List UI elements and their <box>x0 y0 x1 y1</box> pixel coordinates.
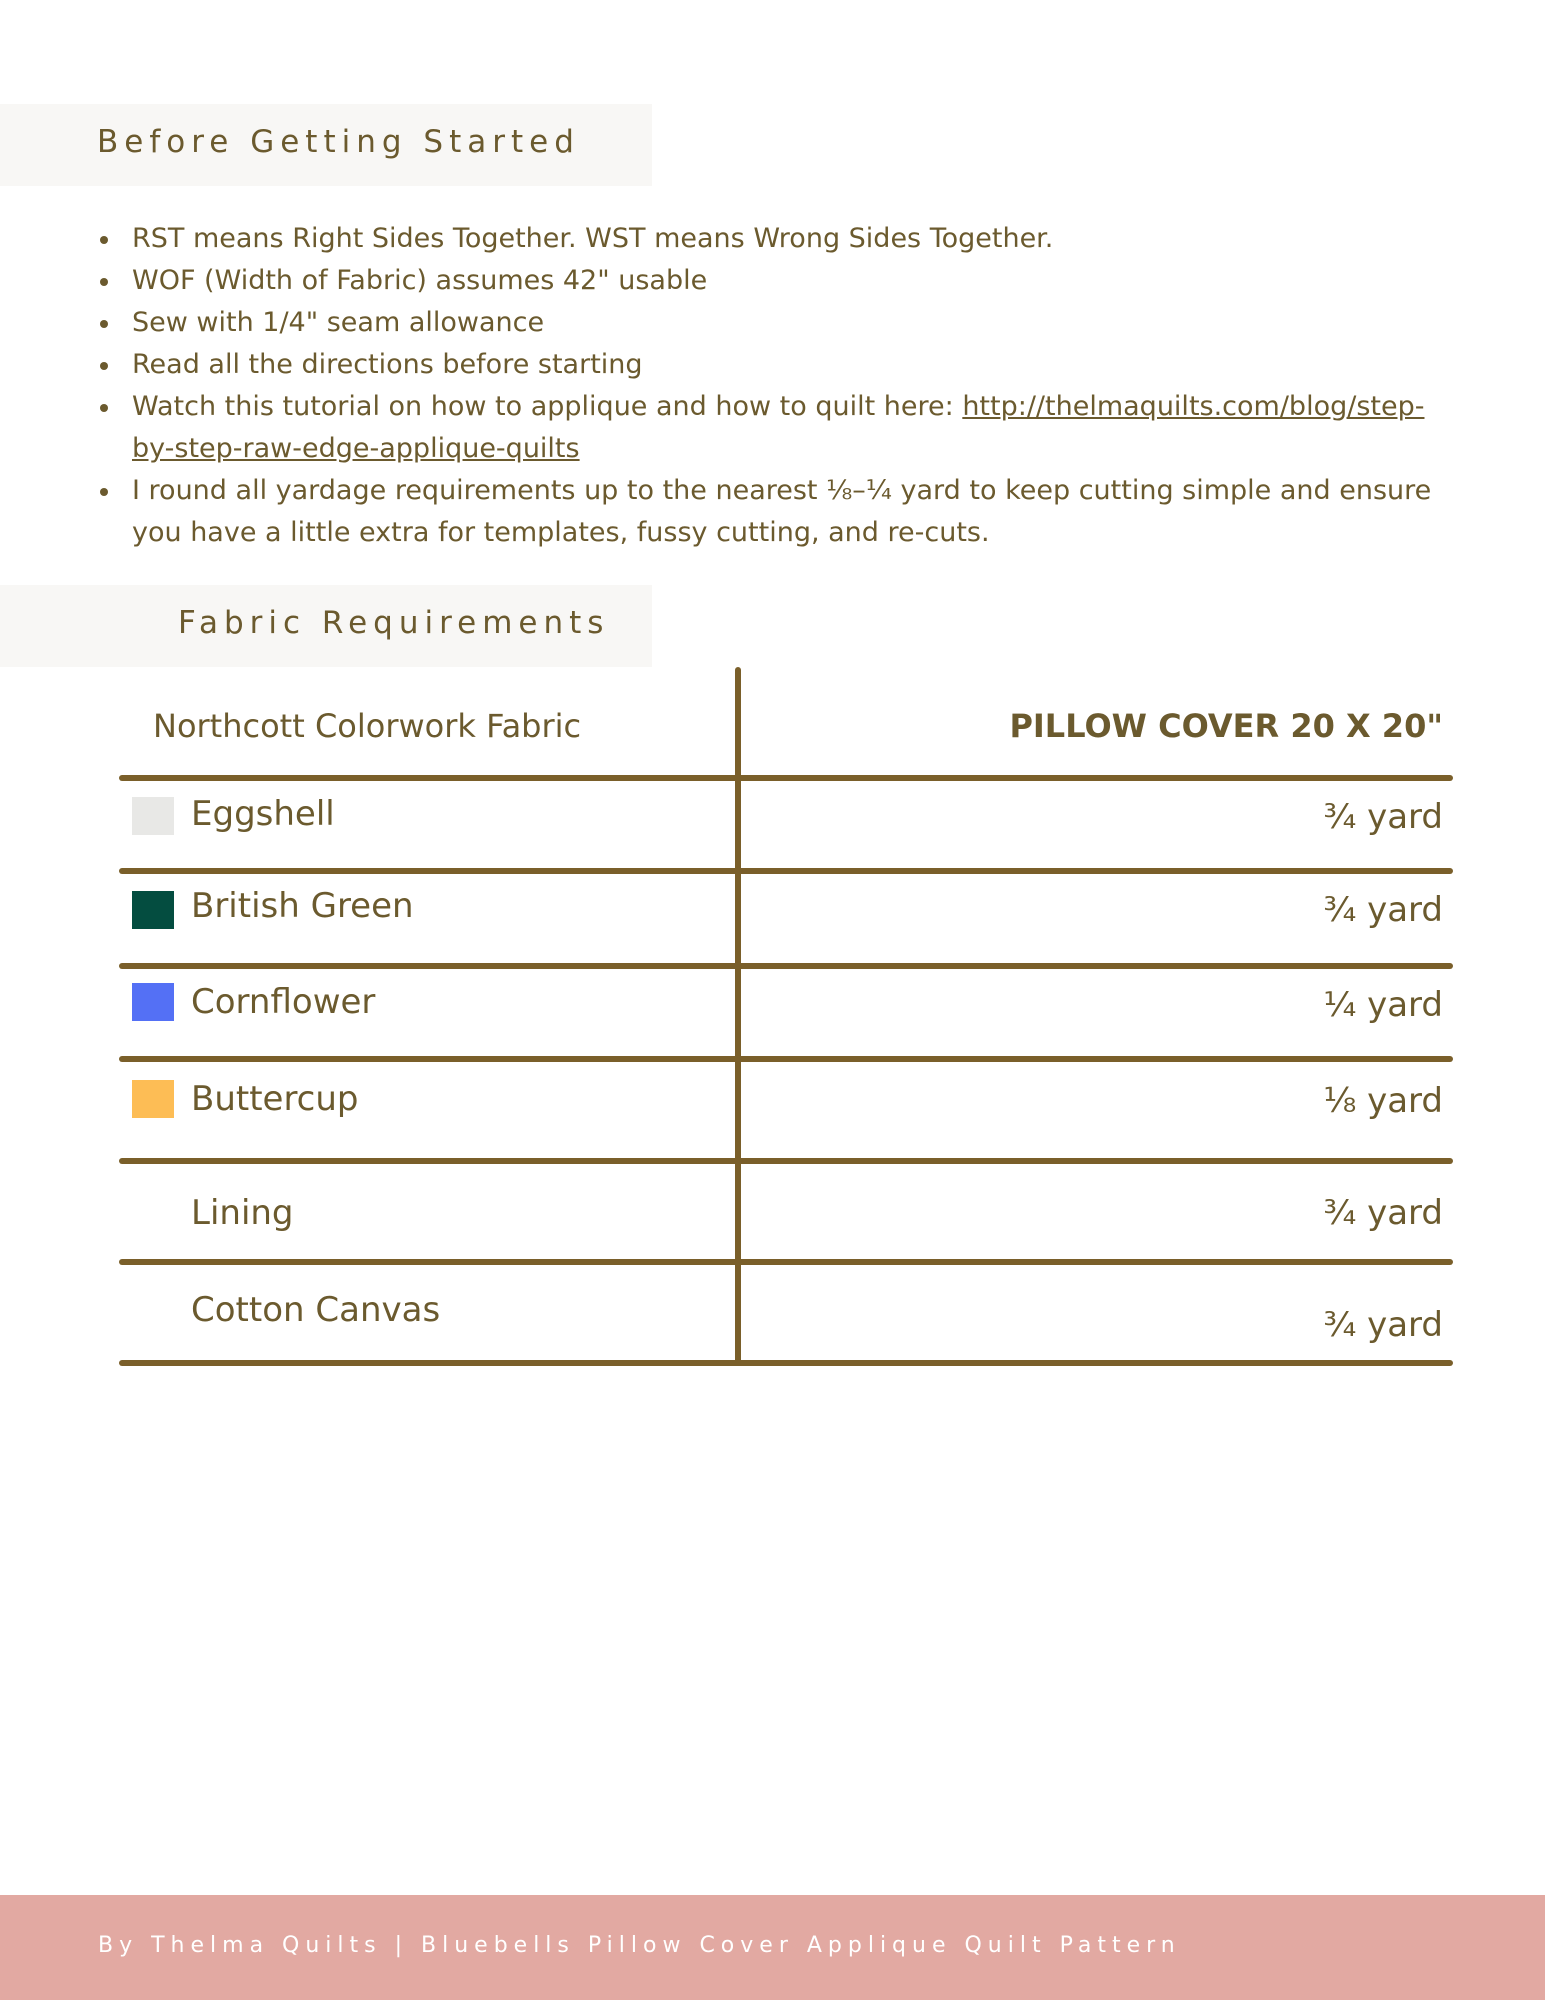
table-row-divider <box>119 1259 1453 1265</box>
table-row-divider <box>119 868 1453 874</box>
table-row-divider <box>119 1056 1453 1062</box>
bullet-item: I round all yardage requirements up to the nearest ⅛–¼ yard to keep cutting simple and ensure you have a little extra for templates, fussy cutting, and re-cuts. <box>92 470 1462 554</box>
table-header-project: PILLOW COVER 20 X 20" <box>1009 707 1443 745</box>
bullet-item: Sew with 1/4" seam allowance <box>92 302 1462 344</box>
swatch-eggshell <box>132 797 174 835</box>
fabric-section-title: Fabric Requirements <box>178 605 610 641</box>
fabric-amount: ¾ yard <box>1323 1193 1443 1233</box>
fabric-amount: ¼ yard <box>1323 985 1443 1025</box>
fabric-amount: ¾ yard <box>1323 797 1443 837</box>
table-row-divider <box>119 775 1453 781</box>
bullet-item: WOF (Width of Fabric) assumes 42" usable <box>92 260 1462 302</box>
fabric-name: Cotton Canvas <box>191 1290 441 1330</box>
fabric-name: Cornflower <box>191 982 376 1022</box>
fabric-name: British Green <box>191 886 414 926</box>
swatch-buttercup <box>132 1080 174 1118</box>
table-row-divider <box>119 1158 1453 1164</box>
footer-text: By Thelma Quilts | Bluebells Pillow Cover Applique Quilt Pattern <box>98 1933 1181 1958</box>
table-row-divider <box>119 1360 1453 1366</box>
fabric-name: Lining <box>191 1193 294 1233</box>
fabric-amount: ¾ yard <box>1323 890 1443 930</box>
fabric-amount: ⅛ yard <box>1323 1081 1443 1121</box>
fabric-name: Buttercup <box>191 1079 359 1119</box>
before-bullet-list <box>92 218 1462 554</box>
before-section-title: Before Getting Started <box>97 124 580 160</box>
table-row-divider <box>119 963 1453 969</box>
bullet-item: Watch this tutorial on how to applique and how to quilt here: http://thelmaquilts.com/blog/step-by-step-raw-edge-applique-quilts <box>92 386 1462 470</box>
footer-bar <box>0 1895 1545 2000</box>
fabric-amount: ¾ yard <box>1323 1305 1443 1345</box>
tutorial-link[interactable]: http://thelmaquilts.com/blog/step-by-step-raw-edge-applique-quilts <box>132 391 1425 464</box>
swatch-british-green <box>132 891 174 929</box>
swatch-cornflower <box>132 983 174 1021</box>
table-header-fabric: Northcott Colorwork Fabric <box>153 707 582 745</box>
bullet-item: Read all the directions before starting <box>92 344 1462 386</box>
bullet-item: RST means Right Sides Together. WST means Wrong Sides Together. <box>92 218 1462 260</box>
fabric-name: Eggshell <box>191 794 335 834</box>
